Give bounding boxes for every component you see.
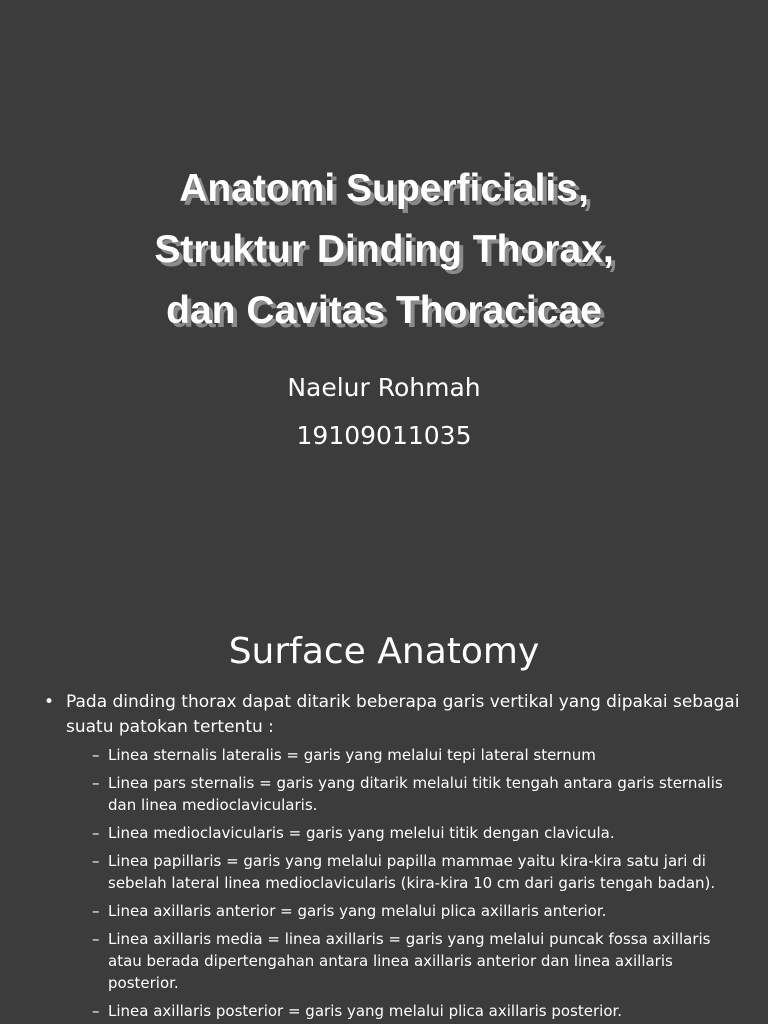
dash-icon: – <box>92 1002 100 1020</box>
sub-list-item-text: Linea medioclavicularis = garis yang melelui titik dengan clavicula. <box>108 824 615 842</box>
dash-icon: – <box>92 824 100 842</box>
sub-list-item-text: Linea sternalis lateralis = garis yang melalui tepi lateral sternum <box>108 746 596 764</box>
sub-list-item <box>92 1000 744 1022</box>
dash-icon: – <box>92 902 100 920</box>
intro-text: Pada dinding thorax dapat ditarik beberapa garis vertikal yang dipakai sebagai suatu patokan tertentu : <box>66 692 740 737</box>
sub-list-item <box>92 928 744 994</box>
slide-title <box>0 158 768 341</box>
author-name: Naelur Rohmah <box>287 373 481 402</box>
dash-icon: – <box>92 930 100 948</box>
slide-subtitle <box>0 364 768 460</box>
sub-list-item-text: Linea axillaris posterior = garis yang melalui plica axillaris posterior. <box>108 1002 623 1020</box>
sub-list-item-text: Linea axillaris media = linea axillaris = garis yang melalui puncak fossa axillaris atau berada dipertengahan antara linea axillaris anterior dan linea axillaris posterior. <box>108 930 711 992</box>
sub-list-item <box>92 772 744 816</box>
dash-icon: – <box>92 774 100 792</box>
section-heading: Surface Anatomy <box>228 631 540 672</box>
sub-list <box>66 744 744 1022</box>
sub-list-item <box>92 900 744 922</box>
sub-list-item <box>92 850 744 894</box>
list-item <box>44 690 744 1022</box>
title-line-1: Anatomi Superficialis, <box>179 167 589 210</box>
bullet-icon: • <box>44 692 55 712</box>
content-list <box>44 690 744 1024</box>
sub-list-item-text: Linea pars sternalis = garis yang ditarik melalui titik tengah antara garis sternalis dan linea medioclavicularis. <box>108 774 723 814</box>
student-id: 19109011035 <box>296 421 472 450</box>
sub-list-item-text: Linea papillaris = garis yang melalui papilla mammae yaitu kira-kira satu jari di sebelah lateral linea medioclavicularis (kira-kira 10 cm dari garis tengah badan). <box>108 852 716 892</box>
dash-icon: – <box>92 746 100 764</box>
title-line-2: Struktur Dinding Thorax, <box>154 228 614 271</box>
sub-list-item <box>92 822 744 844</box>
sub-list-item <box>92 744 744 766</box>
title-line-3: dan Cavitas Thoracicae <box>166 289 602 332</box>
sub-list-item-text: Linea axillaris anterior = garis yang melalui plica axillaris anterior. <box>108 902 607 920</box>
dash-icon: – <box>92 852 100 870</box>
